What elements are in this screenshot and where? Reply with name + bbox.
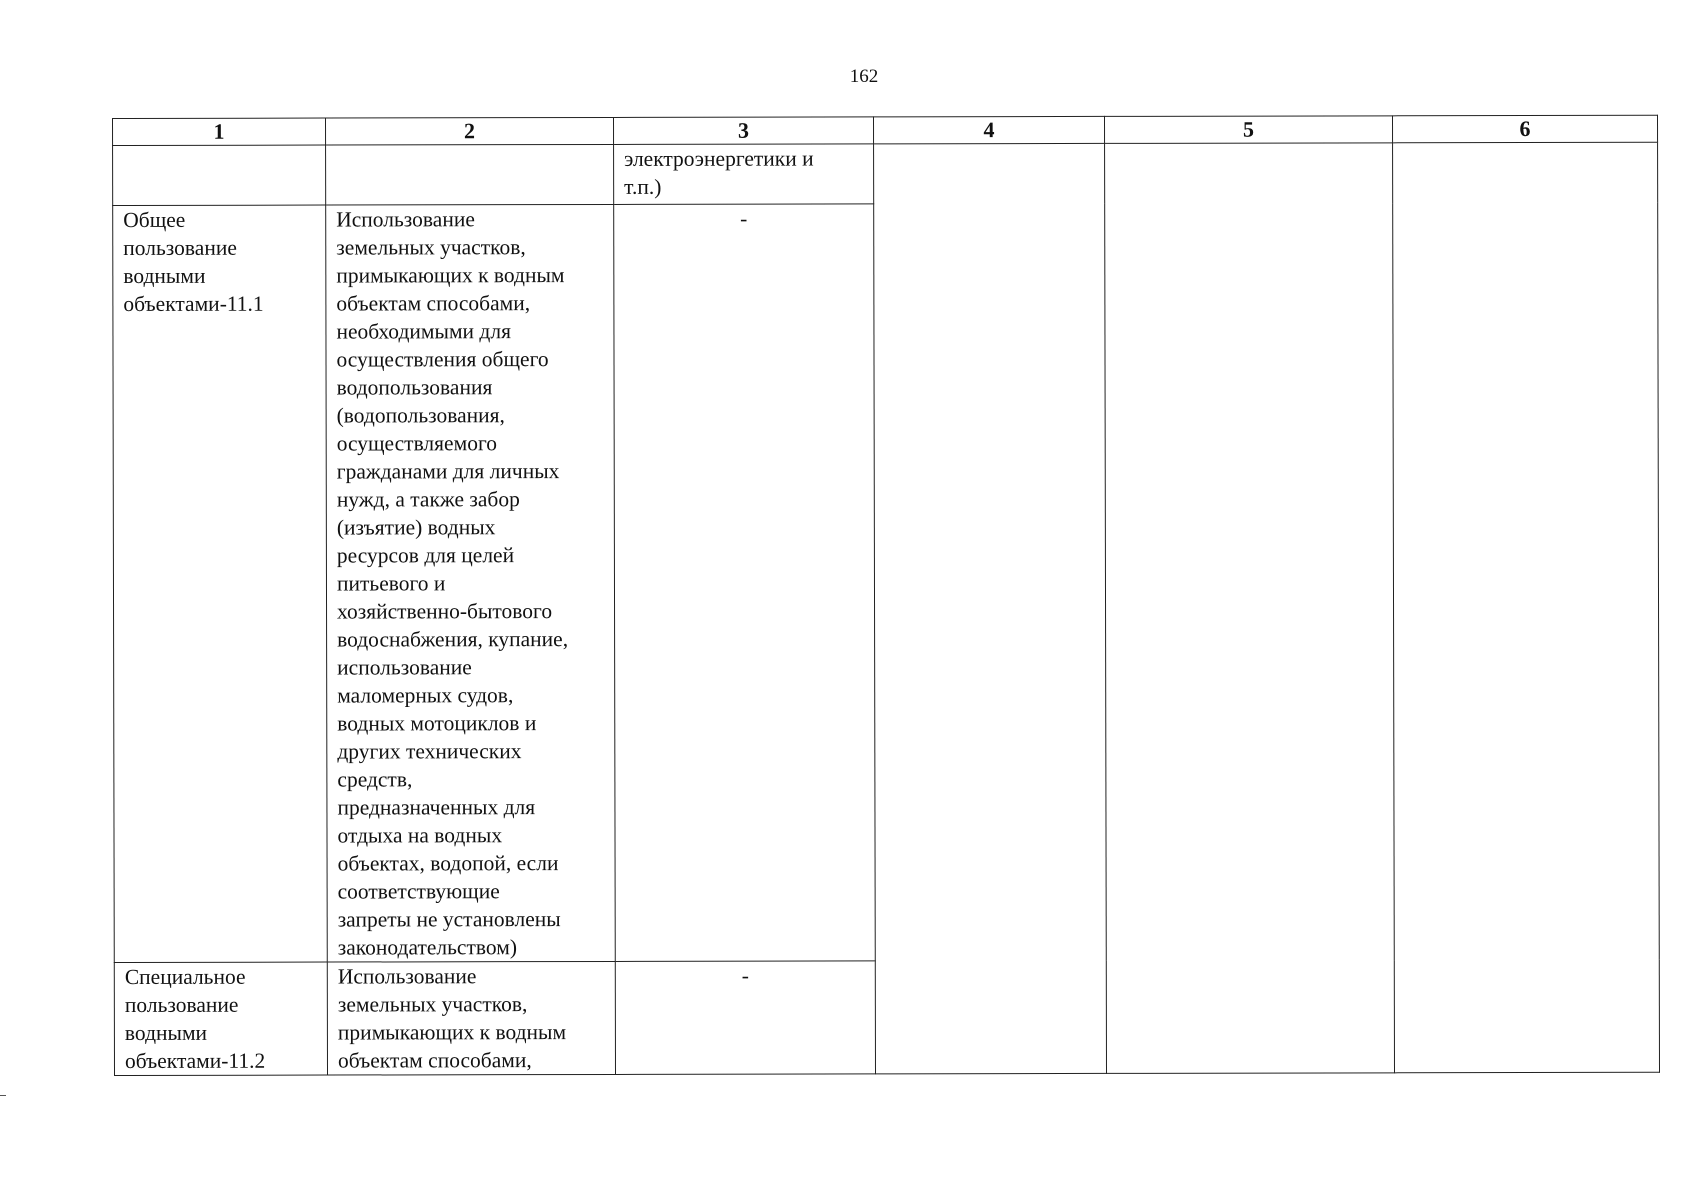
col-5-cell [1105,143,1395,1074]
table-header-row [113,115,1658,145]
row-1-col-3: электроэнергетики и т.п.) [614,144,874,205]
header-cell-1: 1 [113,118,326,145]
land-use-table [112,115,1660,1076]
row-2-col-3: - [614,204,876,962]
row-2-col-1: Общее пользование водными объектами-11.1 [113,205,328,962]
header-cell-5: 5 [1104,116,1392,144]
col-6-cell [1393,142,1660,1073]
table-row [113,142,1658,205]
col-4-cell [874,143,1107,1073]
scan-margin-mark [0,1095,6,1096]
header-cell-2: 2 [326,117,614,145]
header-cell-6: 6 [1392,115,1657,143]
row-2-col-2: Использование земельных участков, примыкающих к водным объектам способами, необходимыми для осуществления общего водопользования (водопользования, осуществляемого гражданами для личных нужд, а также забор (изъятие) водных ресурсов для целей питьевого и хозяйственно-бытового водоснабжения, купание, использование маломерных судов, водных мотоциклов и других технических средств, предназначенных для отдыха на водных объектах, водопой, если соответствующие запреты не установлены законодательством) [326,204,616,962]
row-1-col-1 [113,145,326,205]
row-3-col-2: Использование земельных участков, примыкающих к водным объектам способами, [327,961,615,1075]
row-3-col-3: - [615,961,875,1075]
header-cell-4: 4 [873,116,1104,143]
row-1-col-2 [326,144,614,205]
row-3-col-1: Специальное пользование водными объектами-11.2 [114,962,327,1075]
page-number: 162 [849,66,879,87]
header-cell-3: 3 [613,117,873,145]
